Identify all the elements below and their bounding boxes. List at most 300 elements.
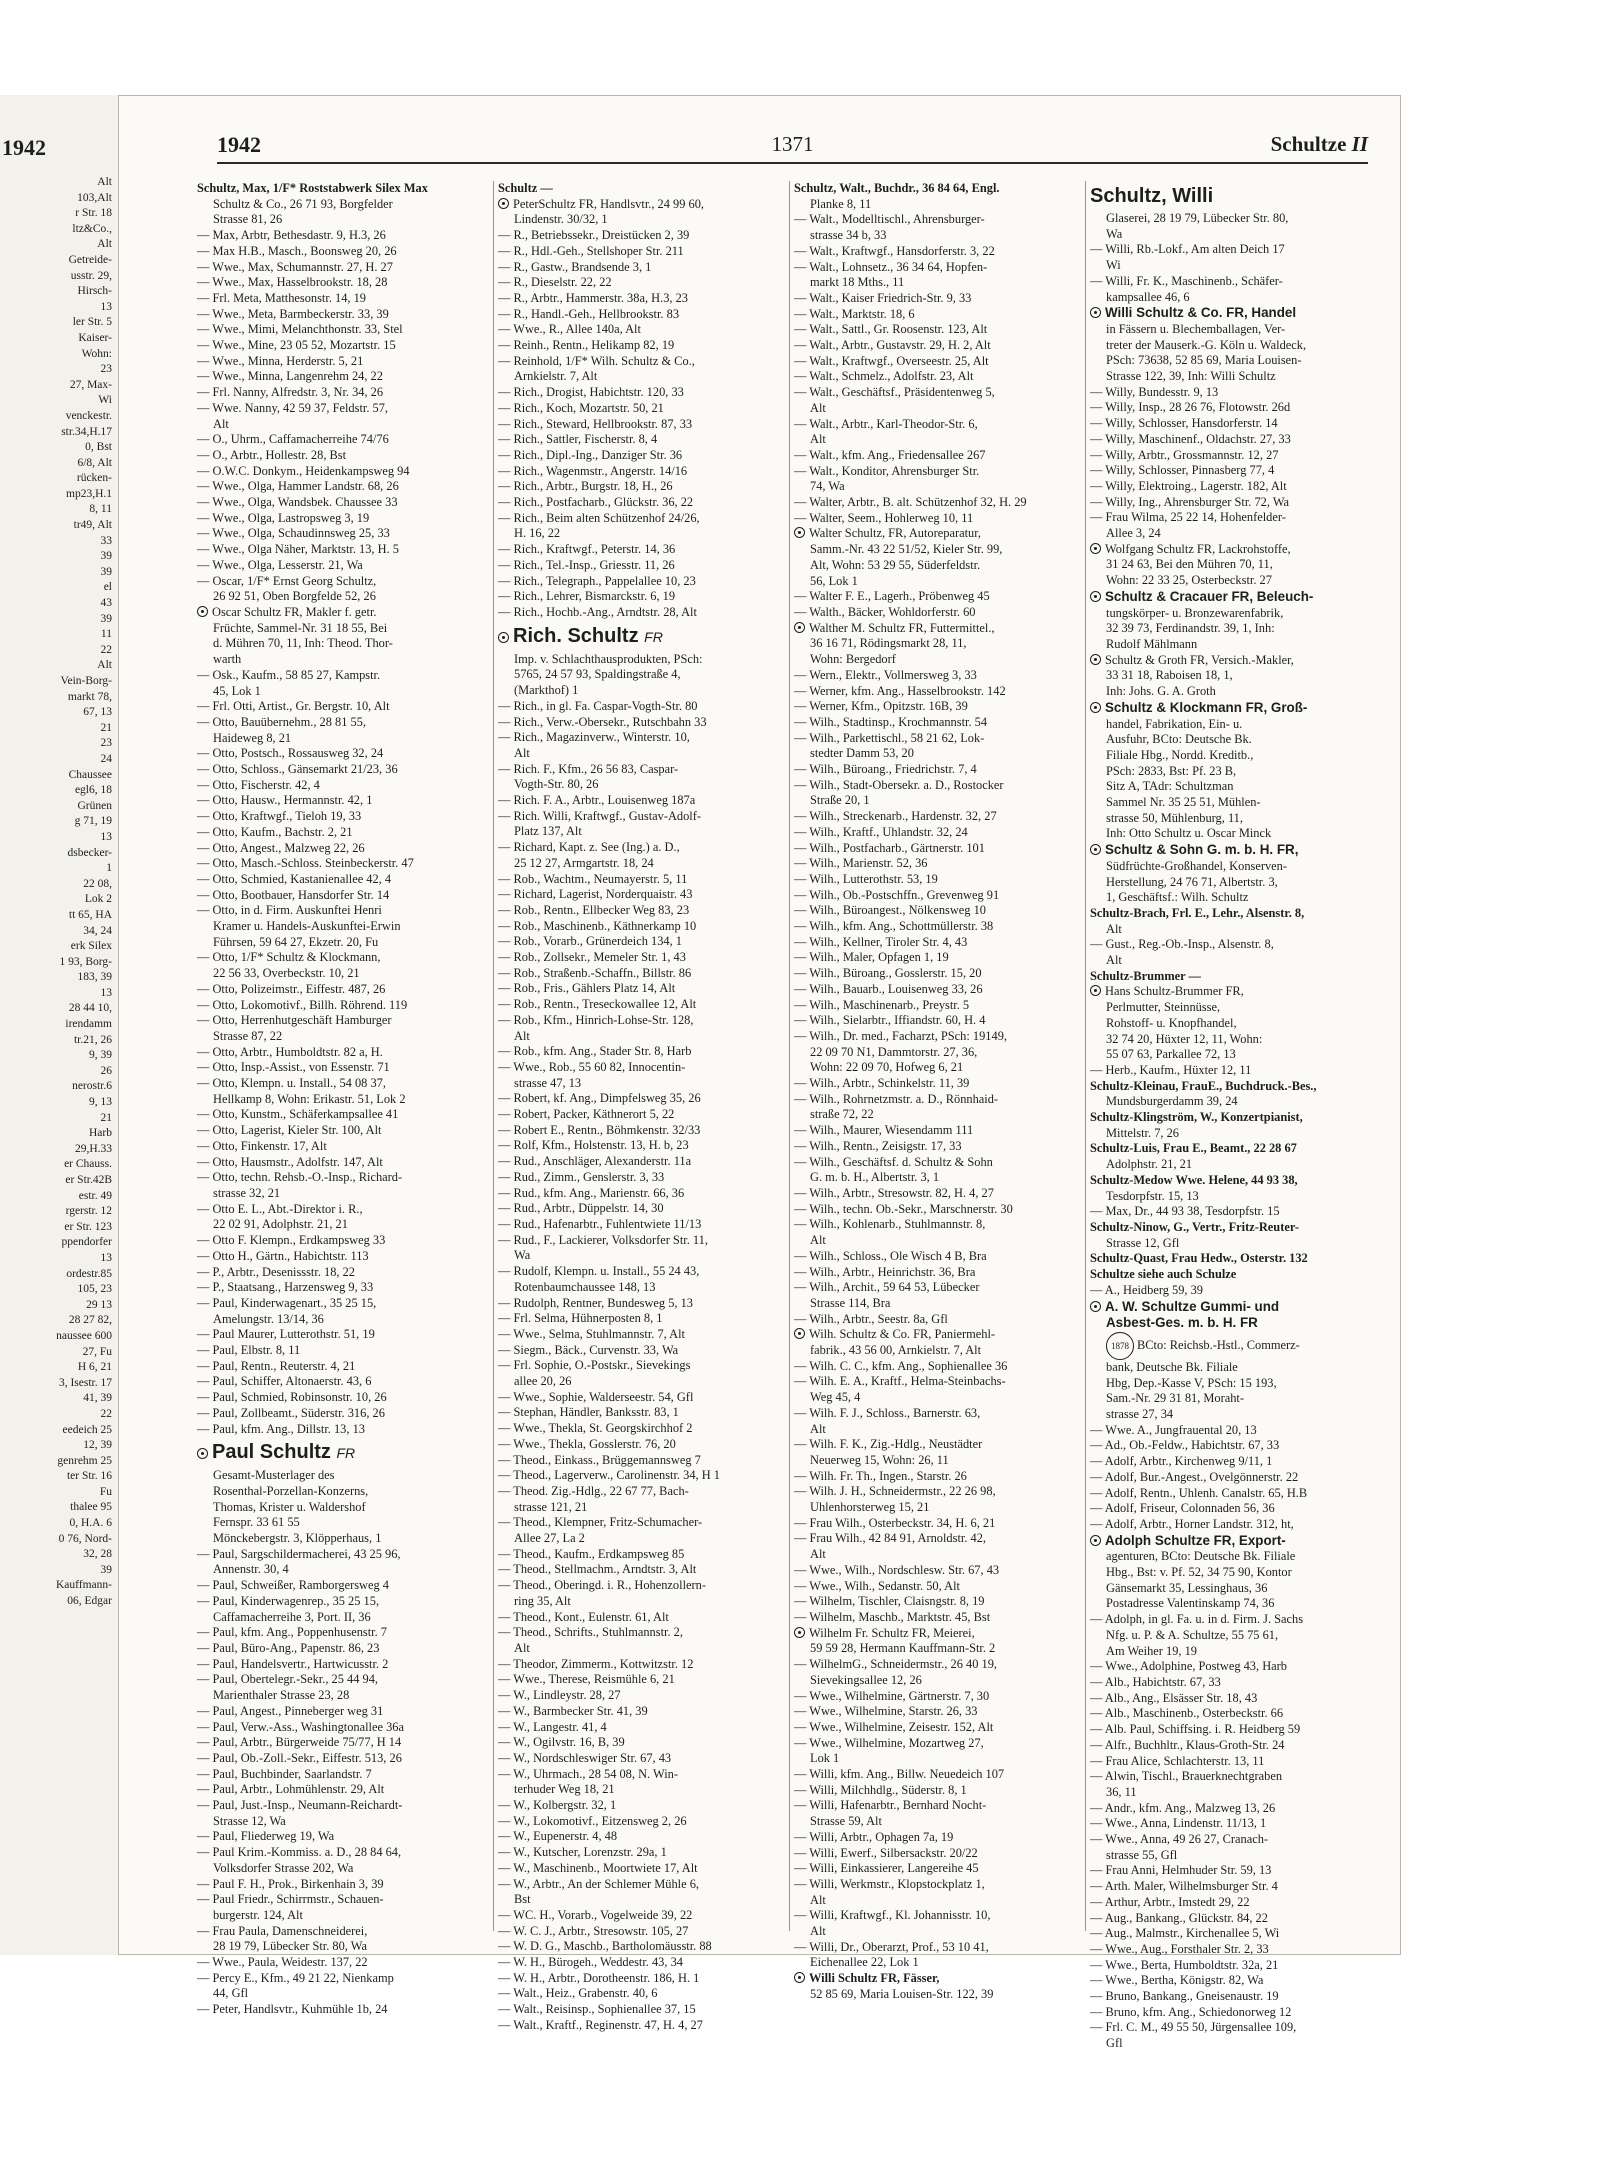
directory-entry [1090, 1675, 1378, 1691]
directory-entry-continuation [197, 966, 485, 982]
directory-entry [1090, 1299, 1378, 1316]
entry-text: — Wilh., Arbtr., Schinkelstr. 11, 39 [794, 1076, 970, 1091]
entry-text: — W., Ogilvstr. 16, B, 39 [498, 1735, 625, 1750]
entry-text: — W., Kutscher, Lorenzstr. 29a, 1 [498, 1845, 667, 1860]
entry-text: Alt [1106, 921, 1122, 936]
entry-text: Alt [514, 745, 530, 760]
directory-entry [498, 338, 786, 354]
directory-entry [794, 1092, 1082, 1108]
entry-text: — Paul F. H., Prok., Birkenhain 3, 39 [197, 1876, 384, 1891]
directory-entry [794, 1689, 1082, 1705]
entry-text: Platz 137, Alt [514, 824, 582, 839]
entry-text: — Willi, Werkmstr., Klopstockplatz 1, [794, 1876, 985, 1891]
directory-entry-continuation [197, 1484, 485, 1500]
entry-text: — W., Arbtr., An der Schlemer Mühle 6, [498, 1876, 699, 1891]
previous-page-line: 9, 13 [89, 1096, 112, 1109]
directory-entry-continuation [498, 856, 786, 872]
previous-page-line: 1 [106, 862, 112, 875]
entry-text: — Rich., Magazinverw., Winterstr. 10, [498, 730, 690, 745]
entry-text: Rudolf Mählmann [1106, 636, 1198, 651]
entry-text: Rohstoff- u. Knopfhandel, [1106, 1015, 1237, 1030]
directory-entry [1090, 969, 1378, 985]
directory-entry-continuation [197, 1092, 485, 1108]
entry-text: — Walt., Schmelz., Adolfstr. 23, Alt [794, 369, 974, 384]
previous-page-line: 11 [100, 628, 112, 641]
entry-text: tungskörper- u. Bronzewarenfabrik, [1106, 605, 1284, 620]
entry-text: — Wwe., Wilhelmine, Starstr. 26, 33 [794, 1704, 978, 1719]
entry-text: — Wilh. Fr. Th., Ingen., Starstr. 26 [794, 1468, 967, 1483]
directory-entry-continuation [498, 1029, 786, 1045]
entry-text: PSch: 73638, 52 85 69, Maria Louisen- [1106, 353, 1302, 368]
previous-page-line: Lok 2 [84, 893, 112, 906]
directory-entry [197, 1829, 485, 1845]
entry-text: Kramer u. Handels-Auskunftei-Erwin [213, 919, 401, 934]
entry-text: — Rob., kfm. Ang., Stader Str. 8, Harb [498, 1044, 692, 1059]
entry-text: — Rob., Fris., Gählers Platz 14, Alt [498, 981, 676, 996]
entry-text: — Otto, Herrenhutgeschäft Hamburger [197, 1013, 392, 1028]
directory-entry-continuation [1090, 2036, 1378, 2052]
previous-page-line: 28 44 10, [68, 1002, 112, 1015]
directory-entry [794, 1280, 1082, 1296]
directory-entry [197, 1422, 485, 1438]
entry-text: — Theodor, Zimmerm., Kottwitzstr. 12 [498, 1656, 694, 1671]
entry-text: 1, Geschäftsf.: Wilh. Schultz [1106, 890, 1249, 905]
directory-entry [498, 1986, 786, 2002]
directory-entry-continuation [197, 935, 485, 951]
directory-entry [1090, 416, 1378, 432]
entry-text: — Walt., Reisinsp., Sophienallee 37, 15 [498, 2002, 696, 2017]
entry-text: Postadresse Valentinskamp 74, 36 [1106, 1596, 1275, 1611]
entry-text: Volksdorfer Strasse 202, Wa [213, 1860, 354, 1875]
directory-entry [197, 1672, 485, 1688]
entry-text: — Rob., Wachtm., Neumayerstr. 5, 11 [498, 871, 688, 886]
directory-entry [794, 684, 1082, 700]
entry-text: — Willy, Elektroing., Lagerstr. 182, Alt [1090, 478, 1287, 493]
entry-text: Inh: Johs. G. A. Groth [1106, 684, 1216, 699]
directory-entry [794, 1877, 1082, 1893]
entry-text: — Paul, Arbtr., Bürgerweide 75/77, H 14 [197, 1735, 402, 1750]
directory-entry [498, 1657, 786, 1673]
directory-entry [1090, 589, 1378, 606]
entry-text: — Paul, Kinderwagenrep., 35 25 15, [197, 1593, 380, 1608]
entry-text: — Paul, Ob.-Zoll.-Sekr., Eiffestr. 513, 26 [197, 1750, 402, 1765]
previous-page-line: 39 [100, 1563, 112, 1576]
directory-entry [197, 1892, 485, 1908]
entry-text: — Arth. Maler, Wilhelmsburger Str. 4 [1090, 1879, 1278, 1894]
entry-text: Gänsemarkt 35, Lessinghaus, 36 [1106, 1580, 1268, 1595]
directory-entry-continuation [197, 684, 485, 700]
entry-text: — Paul, Fliederweg 19, Wa [197, 1829, 335, 1844]
directory-entry [794, 1783, 1082, 1799]
entry-text: — A., Heidberg 59, 39 [1090, 1282, 1203, 1297]
directory-entry [498, 1421, 786, 1437]
entry-text: — Otto, Bootbauer, Hansdorfer Str. 14 [197, 887, 390, 902]
entry-text: — Wilh., Rohrnetzmstr. a. D., Rönnhaid- [794, 1091, 999, 1106]
entry-text: Inh: Otto Schultz u. Oscar Minck [1106, 826, 1272, 841]
entry-text: — Paul, kfm. Ang., Poppenhusenstr. 7 [197, 1625, 387, 1640]
entry-text: Wi [1106, 258, 1121, 273]
previous-page-line: 22 [100, 643, 112, 656]
entry-text: Amelungstr. 13/14, 36 [213, 1311, 324, 1326]
directory-entry [1090, 1989, 1378, 2005]
directory-entry-continuation [1090, 732, 1378, 748]
entry-text: — Willi, Kraftwgf., Kl. Johannisstr. 10, [794, 1908, 991, 1923]
entry-text: — Max, Dr., 44 93 38, Tesdorpfstr. 15 [1090, 1204, 1280, 1219]
directory-entry [1090, 1283, 1378, 1299]
directory-entry [1090, 1533, 1378, 1550]
directory-entry [794, 762, 1082, 778]
entry-text: Wohn: Bergedorf [810, 652, 896, 667]
directory-entry [498, 1751, 786, 1767]
entry-text: — Wilhelm, Maschb., Marktstr. 45, Bst [794, 1609, 991, 1624]
directory-entry-continuation [197, 417, 485, 433]
directory-entry [498, 1044, 786, 1060]
registered-firm-icon [1090, 1301, 1101, 1312]
directory-entry-continuation [1090, 859, 1378, 875]
entry-text: — Herb., Kaufm., Hüxter 12, 11 [1090, 1062, 1252, 1077]
directory-entry-continuation [1090, 748, 1378, 764]
entry-text: Alt [810, 1233, 826, 1248]
directory-entry [498, 1264, 786, 1280]
directory-entry [1090, 1612, 1378, 1628]
entry-text: Wilhelm Fr. Schultz FR, Meierei, [809, 1625, 975, 1640]
entry-text: — Robert, Packer, Käthnerort 5, 22 [498, 1107, 675, 1122]
entry-text: — Rich., Kraftwgf., Peterstr. 14, 36 [498, 542, 676, 557]
entry-text: — W., Barmbecker Str. 41, 39 [498, 1703, 648, 1718]
directory-entry [1090, 542, 1378, 558]
directory-entry [498, 699, 786, 715]
registered-firm-icon [498, 198, 509, 209]
entry-text: Gesamt-Musterlager des [213, 1468, 335, 1483]
previous-page-line: 21 [100, 721, 112, 734]
entry-text: — Walter, Seem., Hohlerweg 10, 11 [794, 510, 974, 525]
directory-entry-continuation [1090, 322, 1378, 338]
directory-entry [1090, 1879, 1378, 1895]
previous-page-line: genrehm 25 [57, 1454, 112, 1467]
directory-entry [794, 621, 1082, 637]
entry-text: stedter Damm 53, 20 [810, 746, 914, 761]
directory-entry [794, 1186, 1082, 1202]
directory-entry [197, 1704, 485, 1720]
previous-page-line: usstr. 29, [70, 269, 112, 282]
directory-entry [197, 479, 485, 495]
previous-page-line: 0 76, Nord- [58, 1532, 112, 1545]
entry-text: — Wwe., Adolphine, Postweg 43, Harb [1090, 1659, 1287, 1674]
directory-entry-continuation [1090, 922, 1378, 938]
directory-entry-continuation [498, 1076, 786, 1092]
entry-text: 25 12 27, Armgartstr. 18, 24 [514, 855, 654, 870]
directory-entry [1090, 1501, 1378, 1517]
entry-text: — Rich. F., Kfm., 26 56 83, Caspar- [498, 761, 679, 776]
directory-entry [794, 1312, 1082, 1328]
directory-entry [794, 1908, 1082, 1924]
previous-page-line: Alt [97, 176, 112, 188]
directory-entry [794, 1579, 1082, 1595]
entry-text: — Walth., Bäcker, Wohldorferstr. 60 [794, 604, 976, 619]
entry-text: — Rob., Maschinenb., Käthnerkamp 10 [498, 918, 697, 933]
entry-text: warth [213, 652, 242, 667]
directory-entry [197, 1625, 485, 1641]
entry-text: — Walt., Arbtr., Karl-Theodor-Str. 6, [794, 416, 978, 431]
directory-entry [1090, 1423, 1378, 1439]
directory-entry [1090, 653, 1378, 669]
directory-entry [197, 872, 485, 888]
entry-text: — Wilh., Schloss., Ole Wisch 4 B, Bra [794, 1248, 987, 1263]
directory-entry-continuation [197, 621, 485, 637]
directory-entry-continuation [1090, 1581, 1378, 1597]
directory-entry [794, 1516, 1082, 1532]
entry-text: Wilh. Schultz & Co. FR, Paniermehl- [809, 1327, 996, 1342]
entry-text: — Wwe., Selma, Stuhlmannstr. 7, Alt [498, 1326, 686, 1341]
entry-text: Sammel Nr. 35 25 51, Mühlen- [1106, 795, 1261, 810]
column-4 [1085, 181, 1378, 2051]
firm-heading-name: Paul Schultz [212, 1441, 331, 1464]
directory-entry [498, 1720, 786, 1736]
directory-entry [197, 1343, 485, 1359]
entry-text: — Rolf, Kfm., Holstenstr. 13, H. b, 23 [498, 1138, 689, 1153]
entry-text: — Paul Krim.-Kommiss. a. D., 28 84 64, [197, 1845, 402, 1860]
entry-text: Herstellung, 24 76 71, Albertstr. 3, [1106, 874, 1278, 889]
entry-text: — Walter, Arbtr., B. alt. Schützenhof 32, H. 29 [794, 495, 1027, 510]
directory-entry [197, 1406, 485, 1422]
entry-text: Sitz A, TAdr: Schultzman [1106, 779, 1234, 794]
directory-entry-continuation [498, 1248, 786, 1264]
entry-text: — Otto, Kraftwgf., Tieloh 19, 33 [197, 809, 362, 824]
entry-text: Strasse 87, 22 [213, 1028, 283, 1043]
directory-entry [498, 1107, 786, 1123]
entry-text: — Walt., Geschäftsf., Präsidentenweg 5, [794, 385, 995, 400]
entry-text: Schultz — [498, 181, 553, 195]
entry-text: — Rich., Koch, Mozartstr. 50, 21 [498, 400, 664, 415]
previous-page-line: tr49, Alt [73, 519, 112, 532]
entry-text: — Wilh., Büroang., Friedrichstr. 7, 4 [794, 762, 977, 777]
directory-entry-continuation [794, 574, 1082, 590]
entry-text: — Wwe., Olga, Wandsbek. Chaussee 33 [197, 495, 398, 510]
directory-entry-continuation [197, 1468, 485, 1484]
directory-entry [197, 1877, 485, 1893]
directory-entry [197, 526, 485, 542]
directory-entry [498, 1405, 786, 1421]
directory-entry-continuation [1090, 573, 1378, 589]
directory-entry [498, 840, 786, 856]
directory-entry [794, 1217, 1082, 1233]
previous-page-lines [2, 175, 118, 1610]
directory-entry [794, 291, 1082, 307]
directory-entry-continuation [1090, 668, 1378, 684]
entry-text: Schultz-Ninow, G., Vertr., Fritz-Reuter- [1090, 1220, 1299, 1234]
entry-text: — Wwe. Nanny, 42 59 37, Feldstr. 57, [197, 400, 389, 415]
directory-entry [1090, 1438, 1378, 1454]
directory-entry [197, 793, 485, 809]
entry-text: — Otto, techn. Rehsb.-O.-Insp., Richard- [197, 1170, 403, 1185]
directory-entry-continuation [794, 401, 1082, 417]
directory-entry [498, 1877, 786, 1893]
directory-entry [1090, 1141, 1378, 1157]
directory-entry [498, 275, 786, 291]
entry-text: — Willy, Maschinenf., Oldachstr. 27, 33 [1090, 431, 1291, 446]
entry-text: Caffamacherreihe 3, Port. II, 36 [213, 1609, 371, 1624]
directory-entry [794, 966, 1082, 982]
directory-entry-continuation [1090, 1189, 1378, 1205]
column-2 [493, 181, 786, 2032]
directory-entry-continuation [197, 1814, 485, 1830]
directory-entry [794, 1736, 1082, 1752]
entry-text: Straße 20, 1 [810, 793, 870, 808]
entry-text: — Frl. Meta, Matthesonstr. 14, 19 [197, 290, 366, 305]
entry-text: — Paul, Angest., Pinneberger weg 31 [197, 1703, 384, 1718]
directory-entry-continuation [794, 1296, 1082, 1312]
registered-firm-icon [794, 527, 805, 538]
directory-entry-continuation [1090, 684, 1378, 700]
previous-page-line: 23 [100, 363, 112, 376]
directory-entry [498, 1515, 786, 1531]
directory-entry [498, 1154, 786, 1170]
directory-entry-continuation [1090, 1094, 1378, 1110]
directory-entry-continuation [1090, 1785, 1378, 1801]
entry-text: Am Weiher 19, 19 [1106, 1643, 1197, 1658]
previous-page-line: el [103, 581, 112, 594]
directory-entry-continuation [794, 1060, 1082, 1076]
entry-text: handel, Fabrikation, Ein- u. [1106, 716, 1243, 731]
directory-entry-continuation [498, 746, 786, 762]
entry-text: 74, Wa [810, 479, 845, 494]
directory-entry-continuation [794, 1924, 1082, 1940]
directory-entry [794, 1798, 1082, 1814]
previous-page-line: 8, 11 [89, 503, 112, 516]
previous-page-sliver [0, 95, 119, 1955]
entry-text: — Alb., Habichtstr. 67, 33 [1090, 1674, 1221, 1689]
entry-text: — Walt., Kaiser Friedrich-Str. 9, 33 [794, 290, 972, 305]
directory-entry [498, 464, 786, 480]
directory-entry-continuation [794, 432, 1082, 448]
directory-entry [197, 825, 485, 841]
directory-entry [197, 1751, 485, 1767]
directory-entry-continuation [498, 824, 786, 840]
previous-page-line: eedeich 25 [62, 1423, 112, 1436]
directory-entry-continuation [197, 1939, 485, 1955]
entry-text: — Paul, Buchbinder, Saarlandstr. 7 [197, 1766, 372, 1781]
entry-text: — Wilh., Rentn., Zeisigstr. 17, 33 [794, 1138, 962, 1153]
entry-text: Schultz-Kleinau, FrauE., Buchdruck.-Bes., [1090, 1078, 1317, 1093]
entry-text: Schultz-Brummer — [1090, 968, 1201, 983]
entry-text: — Wilhelm, Tischler, Claisngstr. 8, 19 [794, 1594, 985, 1609]
directory-entry [794, 495, 1082, 511]
directory-entry [1090, 1911, 1378, 1927]
directory-entry [794, 322, 1082, 338]
directory-entry [1090, 1454, 1378, 1470]
entry-text: Südfrüchte-Großhandel, Konserven- [1106, 858, 1287, 873]
entry-text: — Wwe., Max, Schumannstr. 27, H. 27 [197, 259, 393, 274]
directory-entry-continuation [197, 1861, 485, 1877]
entry-text: Allee 27, La 2 [514, 1531, 585, 1546]
directory-entry [498, 401, 786, 417]
entry-text: — Willy, Schlosser, Hansdorferstr. 14 [1090, 416, 1278, 431]
entry-text: — Wilh., Bauarb., Louisenweg 33, 26 [794, 981, 983, 996]
entry-text: — Wwe., Wilhelmine, Zeisestr. 152, Alt [794, 1719, 994, 1734]
directory-entry-continuation [794, 1343, 1082, 1359]
directory-entry [197, 322, 485, 338]
directory-entry [197, 1202, 485, 1218]
previous-page-line: ler Str. 5 [72, 316, 112, 329]
directory-entry [794, 1359, 1082, 1375]
directory-entry-continuation [1090, 1628, 1378, 1644]
entry-text: — Willy, Arbtr., Grossmannstr. 12, 27 [1090, 447, 1279, 462]
directory-entry-continuation [794, 1422, 1082, 1438]
entry-text: — Wilh., Arbtr., Seestr. 8a, Gfl [794, 1311, 948, 1326]
entry-text: Eichenallee 22, Lok 1 [810, 1955, 919, 1970]
company-seal-icon: 1878 [1106, 1332, 1134, 1360]
entry-text: — W., Kolbergstr. 32, 1 [498, 1798, 617, 1813]
entry-text: — Otto, Hausw., Hermannstr. 42, 1 [197, 793, 373, 808]
entry-text: — Wilh., Geschäftsf. d. Schultz & Sohn [794, 1154, 993, 1169]
entry-text: Strasse 81, 26 [213, 212, 283, 227]
directory-entry [498, 1688, 786, 1704]
previous-page-line: 32, 28 [83, 1548, 112, 1561]
previous-page-line: 39 [100, 550, 112, 563]
directory-entry [794, 1437, 1082, 1453]
entry-text: Hbg, Dep.-Kasse V, PSch: 15 193, [1106, 1375, 1277, 1390]
entry-text: Arnkielstr. 7, Alt [514, 369, 598, 384]
entry-text: 33 31 18, Raboisen 18, 1, [1106, 668, 1233, 683]
directory-entry [1090, 2020, 1378, 2036]
entry-text: 31 24 63, Bei den Mühren 70, 11, [1106, 557, 1273, 572]
directory-entry [197, 307, 485, 323]
entry-text: — Paul Maurer, Lutterothstr. 51, 19 [197, 1327, 375, 1342]
entry-text: — Wilh., Kohlenarb., Stuhlmannstr. 8, [794, 1217, 986, 1232]
entry-text: Perlmutter, Steinnüsse, [1106, 1000, 1221, 1015]
entry-text: 22 56 33, Overbeckstr. 10, 21 [213, 966, 360, 981]
entry-text: Alt, Wohn: 53 29 55, Süderfeldstr. [810, 557, 981, 572]
entry-text: 55 07 63, Parkallee 72, 13 [1106, 1047, 1236, 1062]
directory-entry [498, 228, 786, 244]
previous-page-line: 183, 39 [77, 971, 112, 984]
previous-page-line: Fu [99, 1485, 112, 1498]
previous-page-line: Harb [89, 1127, 112, 1140]
entry-text: — Oscar, 1/F* Ernst Georg Schultz, [197, 573, 377, 588]
firm-heading-name: Schultz, Willi [1090, 185, 1214, 207]
directory-entry [794, 1846, 1082, 1862]
entry-text: — W., Uhrmach., 28 54 08, N. Win- [498, 1766, 678, 1781]
entry-text: — Ad., Ob.-Feldw., Habichtstr. 67, 33 [1090, 1438, 1280, 1453]
directory-entry-continuation [794, 1500, 1082, 1516]
entry-text: — Frau Anni, Helmhuder Str. 59, 13 [1090, 1863, 1272, 1878]
previous-page-line: Alt [97, 659, 112, 672]
directory-entry [498, 574, 786, 590]
entry-text: Uhlenhorsterweg 15, 21 [810, 1500, 930, 1515]
entry-text: — Paul, Sargschildermacherei, 43 25 96, [197, 1546, 401, 1561]
directory-entry [498, 1343, 786, 1359]
previous-page-line: 29 13 [86, 1298, 112, 1311]
entry-text: — Wilh. C. C., kfm. Ang., Sophienallee 36 [794, 1358, 1008, 1373]
firm-register-mark: FR [336, 1445, 356, 1462]
entry-text: Marienthaler Strasse 23, 28 [213, 1688, 350, 1703]
entry-text: (Markthof) 1 [514, 683, 579, 698]
directory-entry-continuation [1090, 1360, 1378, 1376]
entry-text: — Rich. Willi, Kraftwgf., Gustav-Adolf- [498, 808, 701, 823]
entry-text: — Frl. Selma, Hühnerposten 8, 1 [498, 1311, 663, 1326]
page-keyword [1271, 132, 1368, 157]
directory-entry [197, 1390, 485, 1406]
entry-text: — Otto, Angest., Malzweg 22, 26 [197, 840, 365, 855]
entry-text: — WilhelmG., Schneidermstr., 26 40 19, [794, 1657, 998, 1672]
column-1 [197, 181, 485, 2017]
previous-page-line: 39 [100, 612, 112, 625]
entry-text: bank, Deutsche Bk. Filiale [1106, 1359, 1238, 1374]
directory-entry [197, 291, 485, 307]
directory-entry [1090, 1832, 1378, 1848]
entry-text: — Percy E., Kfm., 49 21 22, Nienkamp [197, 1970, 394, 1985]
entry-text: — Willi, Rb.-Lokf., Am alten Deich 17 [1090, 242, 1285, 257]
